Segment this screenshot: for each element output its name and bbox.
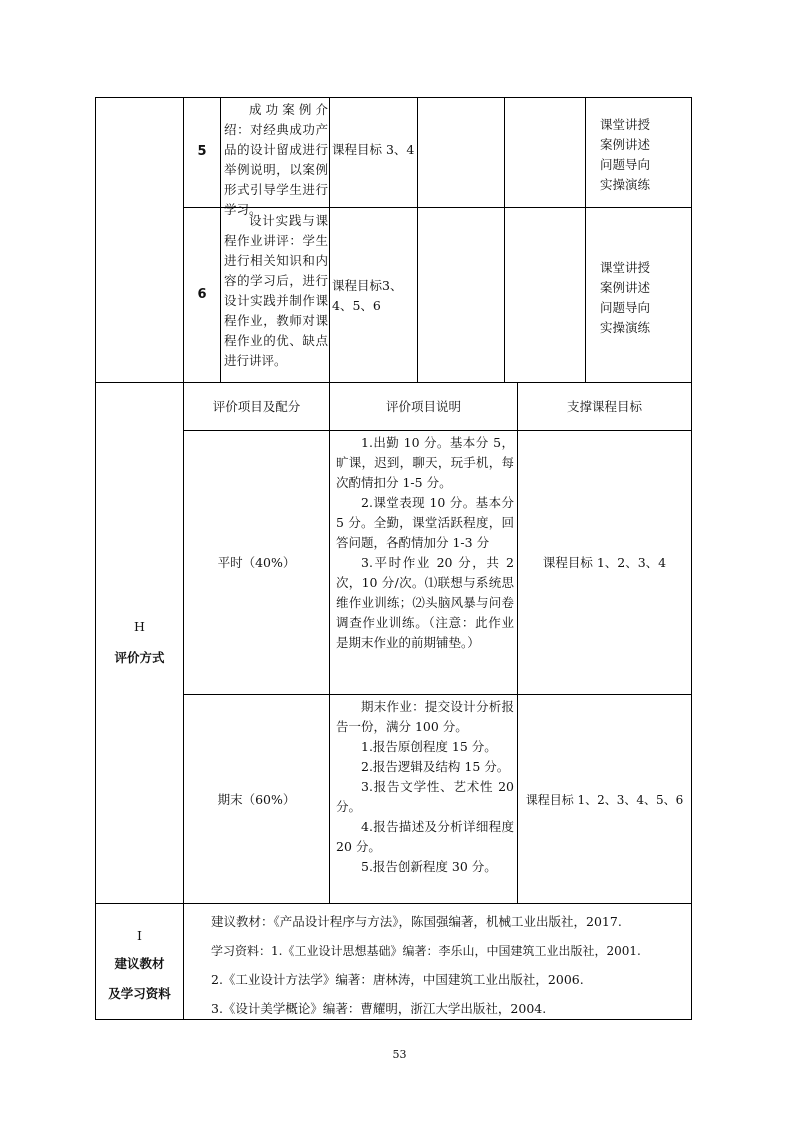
row-goal: 课程目标3、4、5、6 xyxy=(332,278,403,313)
row-goal: 课程目标 3、4 xyxy=(332,142,415,157)
eval-item-target: 课程目标 1、2、3、4 xyxy=(542,555,667,570)
eval-item-name-cell xyxy=(183,430,330,695)
evaluation-letter: H xyxy=(134,619,145,634)
materials-letter: I xyxy=(137,928,142,943)
eval-item-target-cell xyxy=(517,694,692,904)
materials-label-line2: 及学习资料 xyxy=(108,986,171,1001)
desc-paragraph: 2.课堂表现 10 分。基本分 5 分。全勤，课堂活跃程度，回答问题，各酌情加分 1-3 分 xyxy=(336,495,514,550)
materials-line: 建议教材：《产品设计程序与方法》，陈国强编著，机械工业出版社，2017. xyxy=(211,914,622,929)
section-label-cell xyxy=(95,97,184,383)
desc-paragraph: 3.报告文学性、艺术性 20 分。 xyxy=(336,779,514,814)
row-6-number-cell xyxy=(183,207,221,383)
eval-item-desc-cell xyxy=(329,430,518,695)
evaluation-label-cell xyxy=(95,382,184,904)
eval-item-name: 期末（60%） xyxy=(217,792,296,807)
row-6-method-cell xyxy=(585,207,692,383)
header-desc: 评价项目说明 xyxy=(385,399,461,414)
header-desc-cell xyxy=(329,382,518,431)
row-5-number-cell xyxy=(183,97,221,208)
eval-item-target: 课程目标 1、2、3、4、5、6 xyxy=(525,793,684,807)
header-item-cell xyxy=(183,382,330,431)
header-item: 评价项目及配分 xyxy=(212,399,301,414)
method-item: 课堂讲授 xyxy=(600,260,651,275)
row-5-blank-cell xyxy=(417,97,505,208)
eval-item-name-cell xyxy=(183,694,330,904)
row-number: 5 xyxy=(197,144,207,159)
eval-item-desc-cell xyxy=(329,694,518,904)
method-item: 实操演练 xyxy=(600,320,651,335)
eval-item-desc xyxy=(336,697,514,877)
materials-line: 学习资料：1.《工业设计思想基础》编著：李乐山，中国建筑工业出版社，2001. xyxy=(211,944,641,958)
row-5-content-cell xyxy=(220,97,330,217)
method-item: 问题导向 xyxy=(600,300,651,315)
row-5-goal-cell xyxy=(329,97,418,208)
row-6-blank-cell xyxy=(417,207,505,383)
desc-paragraph: 1.报告原创程度 15 分。 xyxy=(361,739,497,754)
method-item: 问题导向 xyxy=(600,157,651,172)
row-6-goal-cell xyxy=(329,207,418,383)
row-6-content-cell xyxy=(220,207,330,383)
materials-label-cell xyxy=(95,903,184,1020)
header-target: 支撑课程目标 xyxy=(566,399,642,414)
method-item: 案例讲述 xyxy=(600,137,651,152)
materials-label-line1: 建议教材 xyxy=(114,956,165,971)
eval-item-desc xyxy=(336,433,514,653)
desc-paragraph: 期末作业：提交设计分析报告一份，满分 100 分。 xyxy=(336,699,514,734)
header-target-cell xyxy=(517,382,692,431)
page-number: 53 xyxy=(392,1048,407,1061)
eval-item-name: 平时（40%） xyxy=(217,555,296,570)
row-content: 设计实践与课程作业讲评：学生进行相关知识和内容的学习后，进行设计实践并制作课程作业，教师对课程作业的优、缺点进行讲评。 xyxy=(224,213,328,368)
row-number: 6 xyxy=(197,287,207,302)
row-6-blank-cell-2 xyxy=(504,207,586,383)
method-item: 案例讲述 xyxy=(600,280,651,295)
materials-content-cell xyxy=(183,903,692,1020)
materials-line: 2.《工业设计方法学》编著：唐林涛，中国建筑工业出版社，2006. xyxy=(211,972,584,987)
desc-paragraph: 1.出勤 10 分。基本分 5，旷课，迟到，聊天，玩手机，每次酌情扣分 1-5 分。 xyxy=(336,435,514,490)
desc-paragraph: 3.平时作业 20 分，共 2 次，10 分/次。⑴联想与系统思维作业训练；⑵头脑风暴与问卷调查作业训练。（注意：此作业是期末作业的前期铺垫。） xyxy=(336,555,514,650)
eval-item-target-cell xyxy=(517,430,692,695)
materials-line: 3.《设计美学概论》编著：曹耀明，浙江大学出版社，2004. xyxy=(211,1001,547,1016)
desc-paragraph: 4.报告描述及分析详细程度 20 分。 xyxy=(336,819,514,854)
desc-paragraph: 5.报告创新程度 30 分。 xyxy=(361,859,497,874)
method-item: 实操演练 xyxy=(600,177,651,192)
row-5-blank-cell-2 xyxy=(504,97,586,208)
method-item: 课堂讲授 xyxy=(600,117,651,132)
row-5-method-cell xyxy=(585,97,692,208)
desc-paragraph: 2.报告逻辑及结构 15 分。 xyxy=(361,759,510,774)
row-content: 成功案例介绍：对经典成功产品的设计留成进行举例说明，以案例形式引导学生进行学习。 xyxy=(224,102,328,217)
evaluation-label: 评价方式 xyxy=(114,650,165,665)
